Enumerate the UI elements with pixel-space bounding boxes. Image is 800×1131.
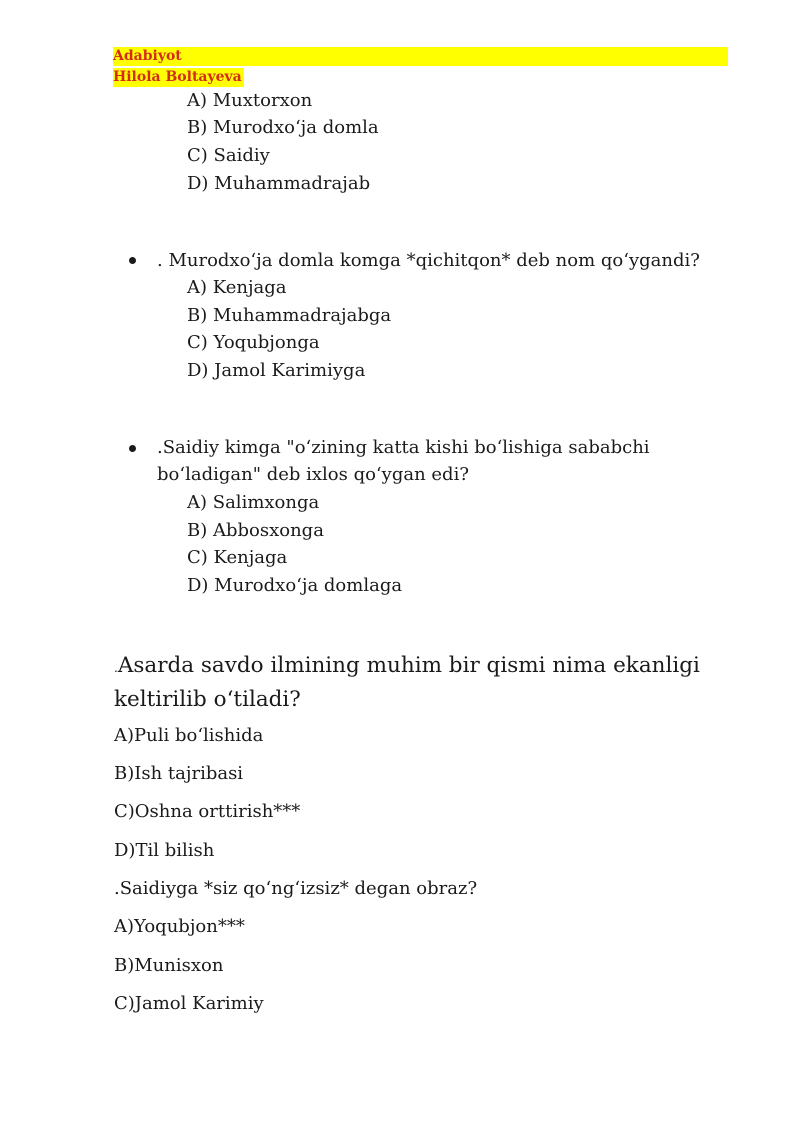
question-text: .Saidiy kimga "oʻzining katta kishi boʻlishiga sababchi boʻladigan" deb ixlos qoʻygan edi? xyxy=(157,437,650,485)
bullet-icon xyxy=(129,445,136,452)
option-a: A)Puli boʻlishida xyxy=(114,725,264,746)
option-c: C)Oshna orttirish*** xyxy=(114,801,301,822)
option-b: B) Murodxoʻja domla xyxy=(187,117,379,138)
header-author: Hilola Boltayeva xyxy=(113,69,242,85)
option-a: A)Yoqubjon*** xyxy=(114,916,245,937)
bullet-icon xyxy=(129,257,136,264)
option-d: D) Murodxoʻja domlaga xyxy=(187,575,403,596)
header-subject: Adabiyot xyxy=(113,47,728,66)
option-a: A) Salimxonga xyxy=(187,492,320,513)
option-c: C) Yoqubjonga xyxy=(187,332,320,353)
option-b: B)Ish tajribasi xyxy=(114,763,244,784)
option-b: B) Abbosxonga xyxy=(187,520,324,541)
question-text: . Murodxoʻja domla komga *qichitqon* deb nom qoʻygandi? xyxy=(157,250,700,271)
question-body: Asarda savdo ilmining muhim bir qismi nima ekanligi keltirilib oʻtiladi? xyxy=(114,653,700,712)
option-d: D)Til bilish xyxy=(114,840,215,861)
question-prefix: . xyxy=(114,661,118,675)
option-b: B)Munisxon xyxy=(114,955,224,976)
question-text-large xyxy=(114,650,734,715)
question-text: .Saidiyga *siz qoʻngʻizsiz* degan obraz? xyxy=(114,878,478,899)
option-d: D) Jamol Karimiyga xyxy=(187,360,366,381)
option-b: B) Muhammadrajabga xyxy=(187,305,392,326)
option-a: A) Muxtorxon xyxy=(187,90,313,111)
option-c: C) Kenjaga xyxy=(187,547,288,568)
option-c: C) Saidiy xyxy=(187,145,270,166)
option-c: C)Jamol Karimiy xyxy=(114,993,264,1014)
option-a: A) Kenjaga xyxy=(187,277,287,298)
option-d: D) Muhammadrajab xyxy=(187,173,371,194)
